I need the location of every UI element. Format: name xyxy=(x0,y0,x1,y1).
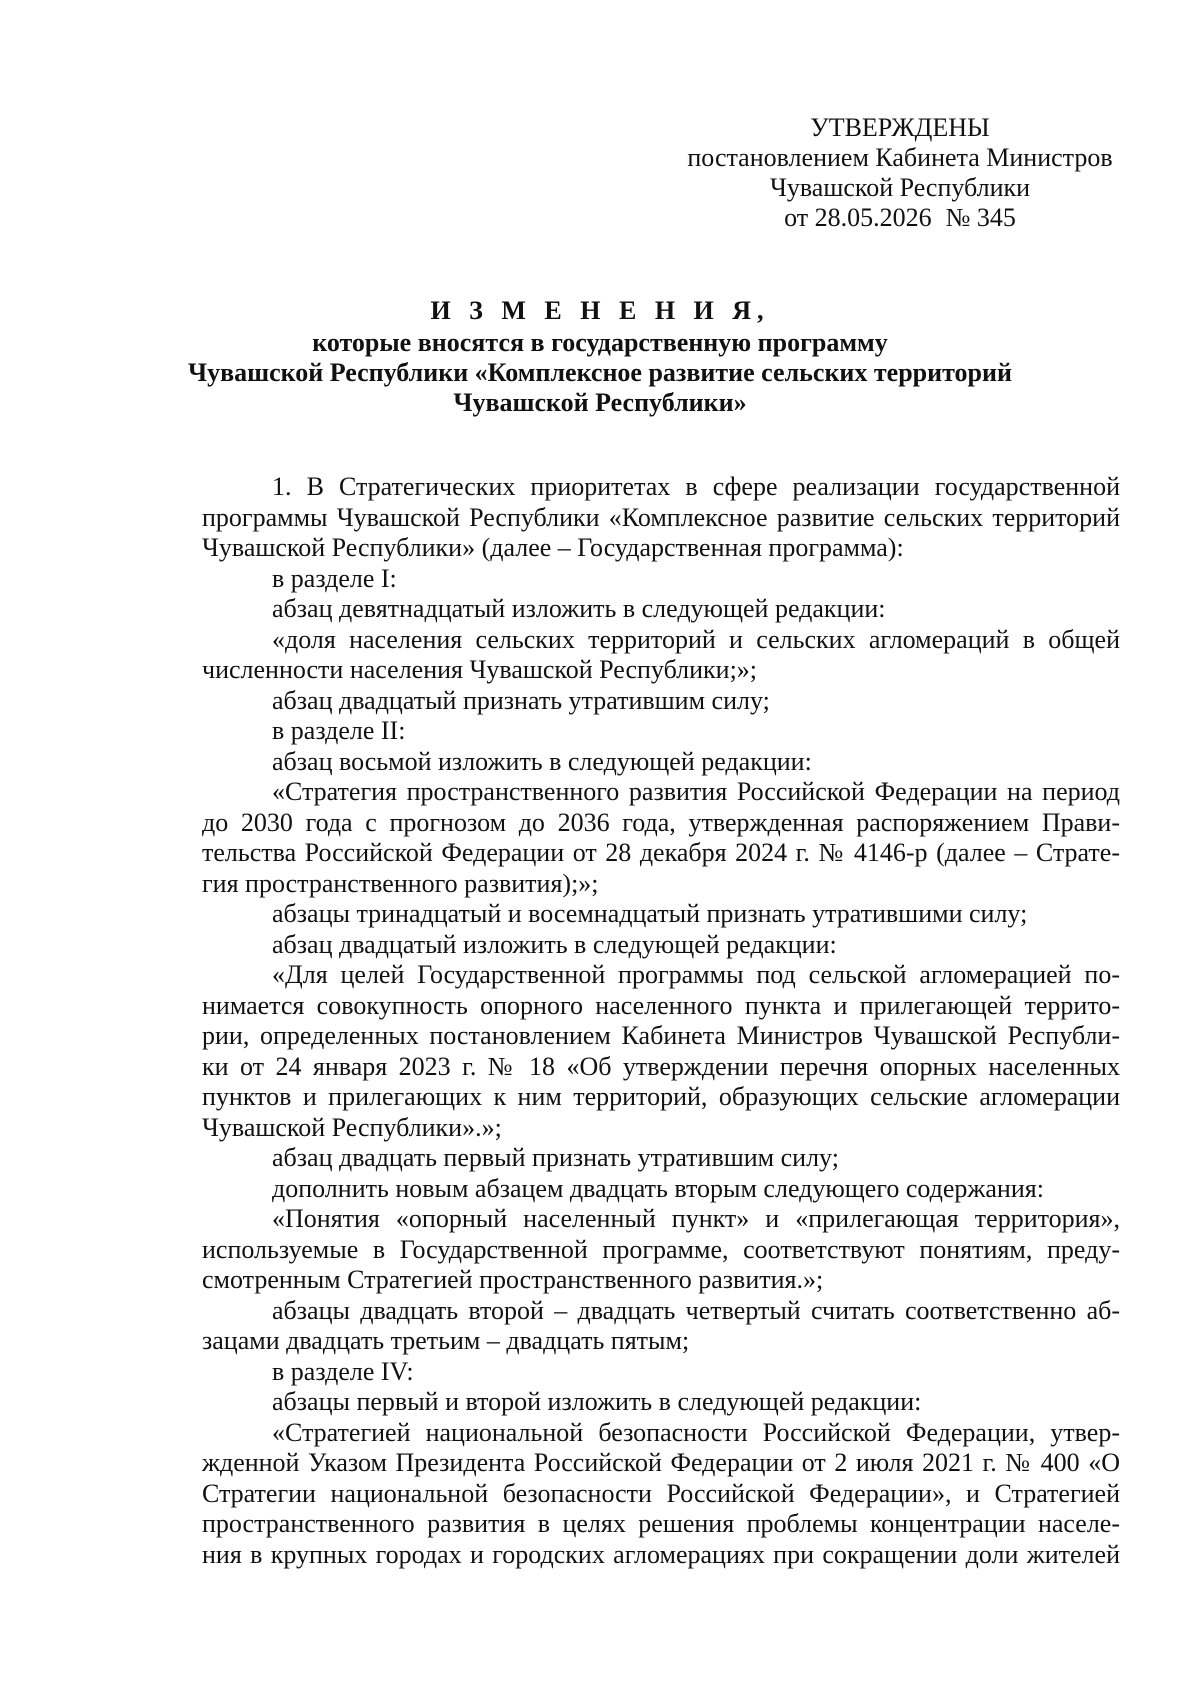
body-line: абзац девятнадцатый изложить в следующей редакции: xyxy=(272,594,886,623)
body-line: нимается совокупность опорного населенного пункта и прилегающей террито- xyxy=(202,990,1120,1020)
body-line: дополнить новым абзацем двадцать вторым следующего содержания: xyxy=(272,1173,1044,1203)
body-line: Чувашской Республики».»; xyxy=(202,1112,502,1142)
heading-subtitle-line: Чувашской Республики» xyxy=(453,388,747,417)
heading-subtitle-line: Чувашской Республики «Комплексное развитие сельских территорий xyxy=(188,358,1012,387)
body-line: смотренным Стратегией пространственного развития.»; xyxy=(202,1265,824,1294)
body-line: в разделе I: xyxy=(272,563,397,593)
body-line: «доля населения сельских территорий и сельских агломераций в общей xyxy=(272,624,1120,654)
body-line: в разделе II: xyxy=(272,716,406,745)
body-line: Стратегии национальной безопасности Российской Федерации», и Стратегией xyxy=(202,1478,1120,1508)
body-line: «Понятия «опорный населенный пункт» и «прилегающая территория», xyxy=(272,1204,1120,1233)
body-line: абзац двадцатый изложить в следующей редакции: xyxy=(272,929,837,959)
approval-line-1: постановлением Кабинета Министров xyxy=(687,143,1113,172)
body-line: ки от 24 января 2023 г. № 18 «Об утверждении перечня опорных населенных xyxy=(202,1051,1120,1081)
body-line: пространственного развития в целях решения проблемы концентрации населе- xyxy=(202,1509,1120,1538)
body-line: «Для целей Государственной программы под сельской агломерацией по- xyxy=(272,960,1120,989)
body-line: абзац двадцатый признать утратившим силу; xyxy=(272,685,770,715)
body-line: численности населения Чувашской Республики;»; xyxy=(202,655,758,684)
body-line: 1. В Стратегических приоритетах в сфере реализации государственной xyxy=(272,472,1120,501)
body-line: гия пространственного развития);»; xyxy=(202,868,599,898)
approval-number: № 345 xyxy=(945,203,1016,232)
body-line: программы Чувашской Республики «Комплексное развитие сельских территорий xyxy=(202,502,1120,532)
body-line: абзацы первый и второй изложить в следующей редакции: xyxy=(272,1387,922,1416)
heading-title: И З М Е Н Е Н И Я, xyxy=(430,296,770,325)
body-line: ния в крупных городах и городских агломерациях при сокращении доли жителей xyxy=(202,1539,1120,1569)
approval-title: УТВЕРЖДЕНЫ xyxy=(810,113,990,142)
body-line: жденной Указом Президента Российской Федерации от 2 июля 2021 г. № 400 «О xyxy=(202,1448,1120,1477)
heading-subtitle-line: которые вносятся в государственную программу xyxy=(312,328,888,357)
body-line: используемые в Государственной программе, соответствуют понятиям, преду- xyxy=(202,1234,1120,1264)
document-body xyxy=(202,472,1120,1570)
approval-stamp xyxy=(680,113,1120,233)
approval-date-line xyxy=(680,203,1120,233)
document-heading xyxy=(150,296,1050,418)
body-line: «Стратегией национальной безопасности Российской Федерации, утвер- xyxy=(272,1417,1120,1447)
body-line: абзац двадцать первый признать утратившим силу; xyxy=(272,1143,839,1172)
body-line: абзац восьмой изложить в следующей редакции: xyxy=(272,746,812,776)
body-line: абзацы двадцать второй – двадцать четвертый считать соответственно аб- xyxy=(272,1295,1120,1325)
body-line: пунктов и прилегающих к ним территорий, образующих сельские агломерации xyxy=(202,1082,1120,1111)
approval-line-2: Чувашской Республики xyxy=(769,173,1031,202)
body-line: тельства Российской Федерации от 28 декабря 2024 г. № 4146-р (далее – Страте- xyxy=(202,838,1120,867)
body-line: до 2030 года с прогнозом до 2036 года, утвержденная распоряжением Прави- xyxy=(202,807,1120,837)
body-line: рии, определенных постановлением Кабинета Министров Чувашской Республи- xyxy=(202,1021,1120,1050)
approval-date: от 28.05.2026 xyxy=(784,203,932,232)
body-line: в разделе IV: xyxy=(272,1356,414,1386)
body-line: Чувашской Республики» (далее – Государственная программа): xyxy=(202,533,904,562)
body-line: абзацы тринадцатый и восемнадцатый признать утратившими силу; xyxy=(272,899,1028,928)
body-line: «Стратегия пространственного развития Российской Федерации на период xyxy=(272,777,1120,806)
body-line: зацами двадцать третьим – двадцать пятым; xyxy=(202,1326,690,1355)
